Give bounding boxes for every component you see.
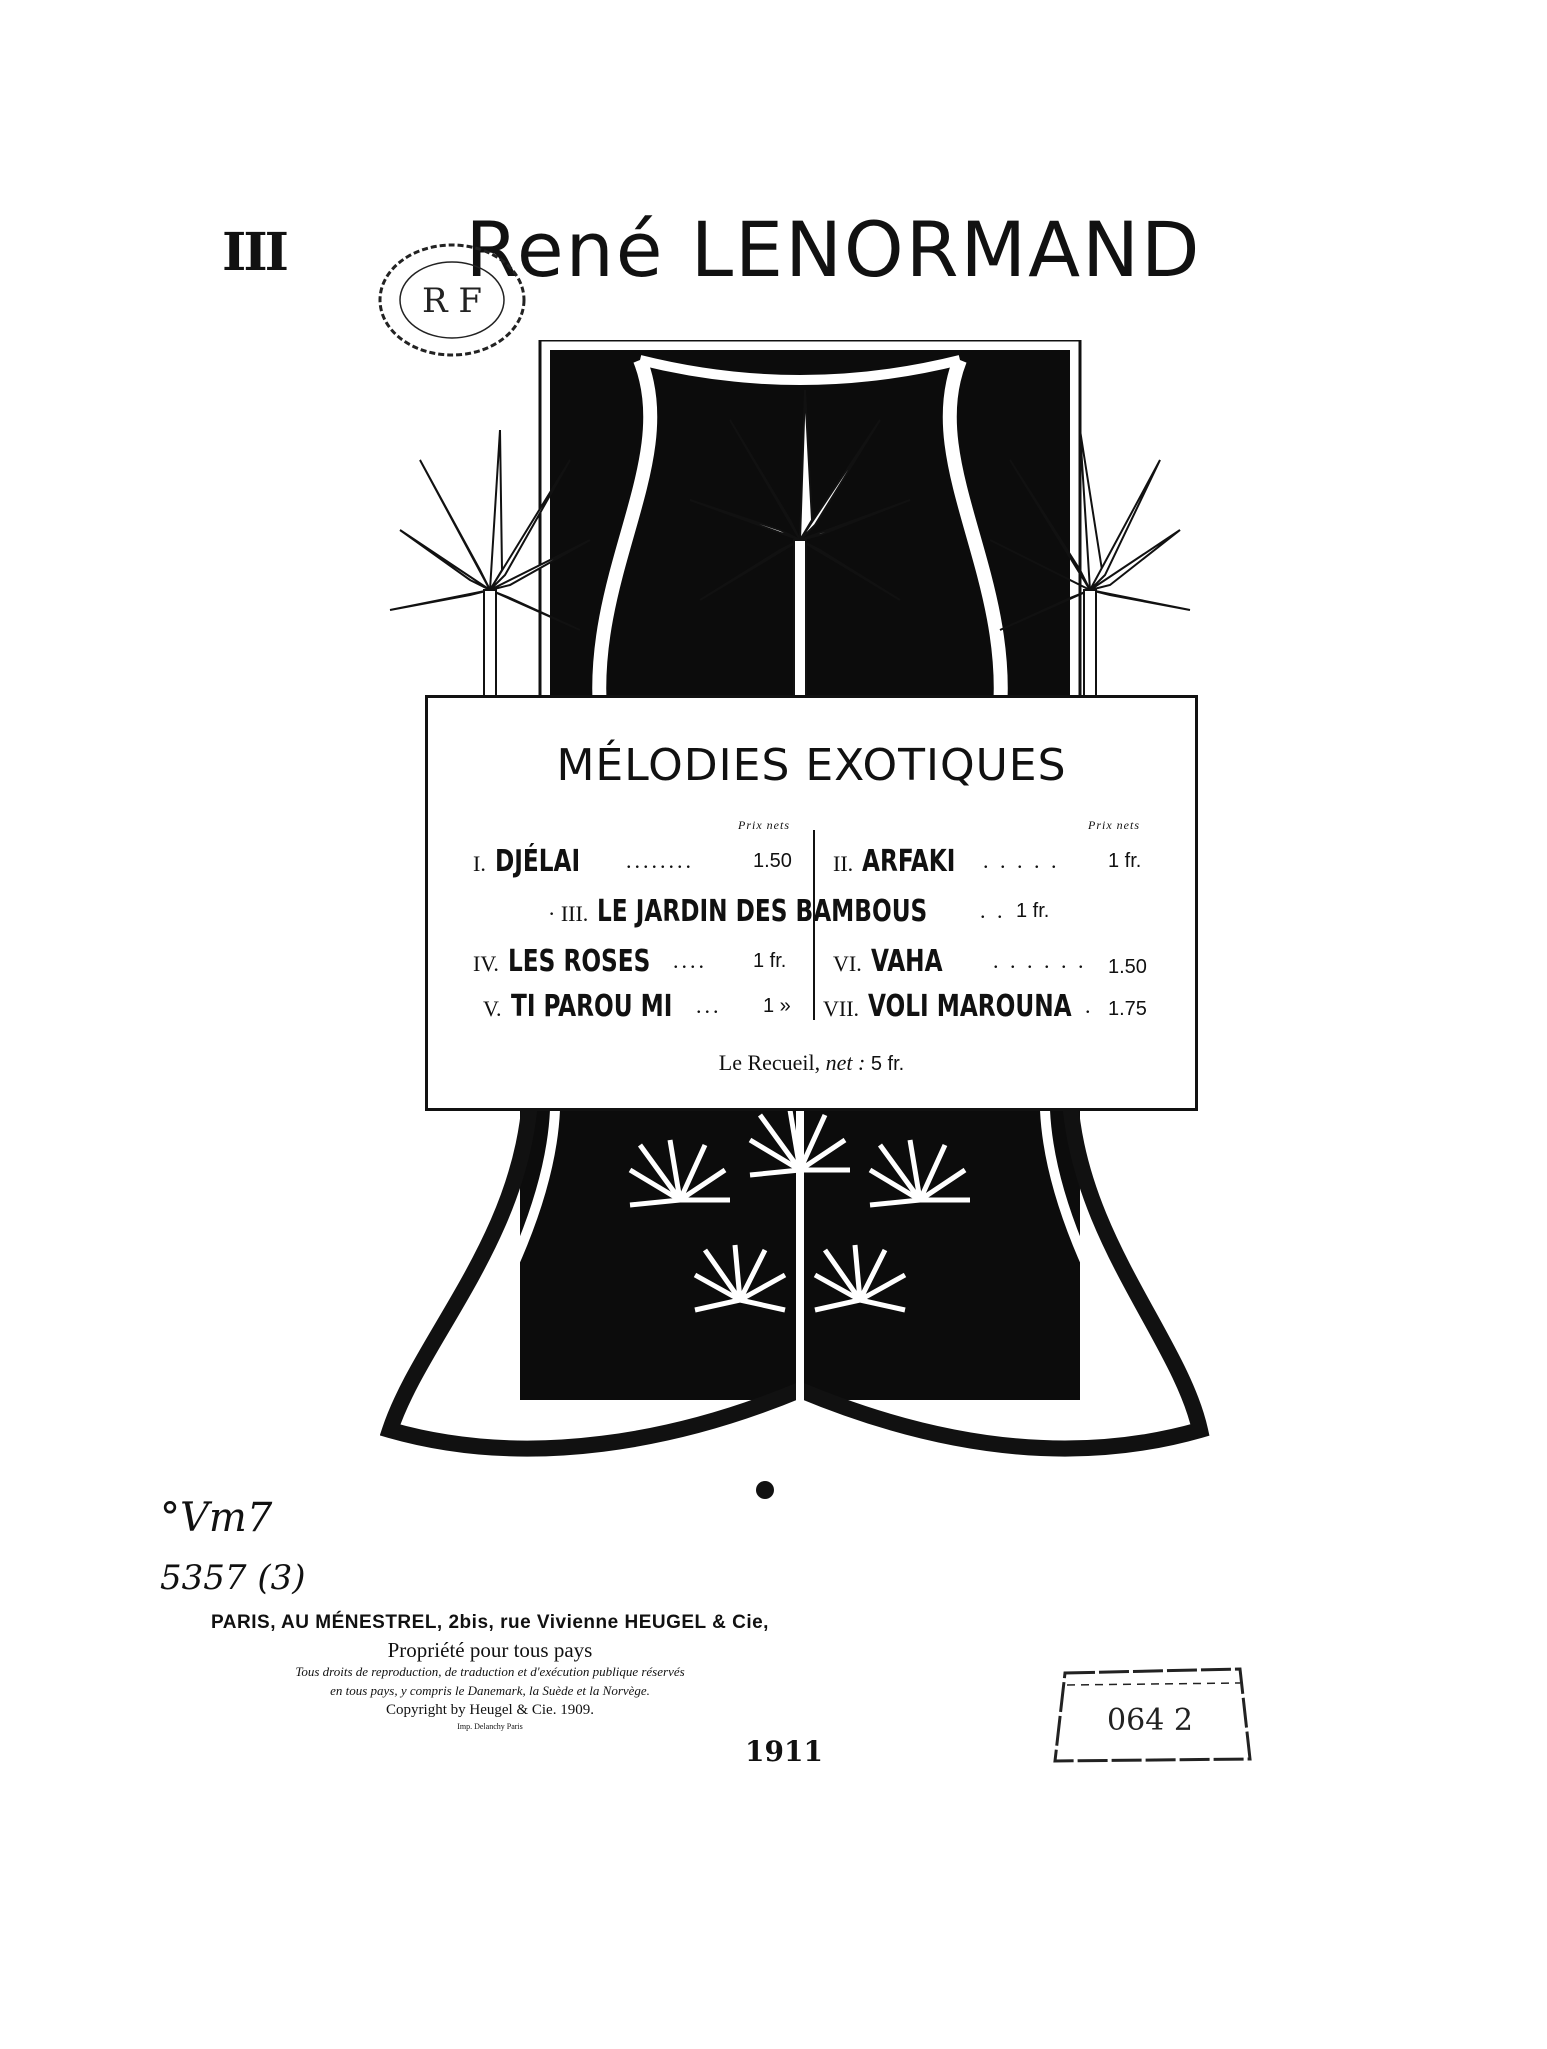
song-entry — [548, 888, 981, 930]
copyright-line: Copyright by Heugel & Cie. 1909. — [386, 1702, 594, 1718]
song-number: · III. — [548, 901, 589, 926]
song-title: DJÉLAI — [494, 844, 580, 879]
rights-line-2: en tous pays, y compris le Danemark, la Suède et la Norvège. — [330, 1683, 650, 1698]
recueil-price: 5 fr. — [870, 1053, 905, 1075]
recueil-label: Le Recueil, — [718, 1050, 821, 1075]
song-price: 1 » — [763, 995, 791, 1017]
recueil-line — [428, 1050, 1195, 1076]
volume-mark: III — [222, 222, 286, 283]
price-header-right: Prix nets — [1088, 818, 1140, 832]
song-title: VAHA — [870, 944, 943, 979]
song-number: II. — [833, 851, 854, 876]
year: 1911 — [745, 1735, 823, 1768]
recueil-net: net : — [825, 1050, 866, 1075]
song-title: ARFAKI — [862, 844, 956, 879]
collection-title: MÉLODIES EXOTIQUES — [556, 740, 1067, 791]
song-dots: ... — [696, 993, 722, 1018]
song-number: I. — [473, 851, 486, 876]
shelfmark-line-1: °Vm7 — [160, 1495, 273, 1541]
price-header-left: Prix nets — [738, 818, 790, 832]
song-dots: . — [1085, 993, 1094, 1018]
svg-text:R F: R F — [422, 281, 482, 321]
song-entry — [823, 983, 1105, 1025]
song-number: VI. — [833, 951, 862, 976]
title-box — [425, 695, 1198, 1111]
song-title: TI PAROU MI — [510, 989, 672, 1024]
rights-line-1: Tous droits de reproduction, de traduction et d'exécution publique réservés — [295, 1664, 685, 1679]
library-stamp-bottom-icon — [1045, 1665, 1255, 1763]
song-entry — [833, 938, 954, 980]
svg-text:064 2: 064 2 — [1107, 1703, 1193, 1738]
song-dots: . . . . . — [983, 848, 1060, 873]
song-title: VOLI MAROUNA — [868, 989, 1072, 1024]
song-number: IV. — [473, 951, 499, 976]
song-title: LE JARDIN DES BAMBOUS — [597, 894, 928, 929]
song-price: 1 fr. — [753, 950, 787, 972]
composer-name: René LENORMAND — [465, 205, 1202, 294]
song-dots: . . . . . . — [993, 948, 1087, 973]
song-entry — [483, 983, 698, 1025]
song-number: V. — [483, 996, 502, 1021]
song-entry — [833, 838, 971, 880]
song-price: 1 fr. — [1108, 850, 1142, 872]
song-price: 1 fr. — [1016, 900, 1050, 922]
song-entry — [473, 938, 673, 980]
song-price: 1.75 — [1108, 998, 1147, 1020]
song-entry — [473, 838, 594, 880]
song-number: VII. — [823, 996, 860, 1021]
shelfmark-line-2: 5357 (3) — [160, 1558, 306, 1598]
imprimeur-line: Imp. Delanchy Paris — [457, 1722, 523, 1731]
song-dots: .... — [673, 948, 707, 973]
song-price: 1.50 — [1108, 956, 1147, 978]
song-title: LES ROSES — [507, 944, 651, 979]
song-price: 1.50 — [753, 850, 792, 872]
propriete-line: Propriété pour tous pays — [387, 1638, 593, 1662]
song-dots: ........ — [626, 848, 694, 873]
song-dots: . . — [980, 898, 1006, 923]
publisher-line: PARIS, AU MÉNESTREL, 2bis, rue Vivienne HEUGEL & Cie, — [211, 1612, 769, 1633]
